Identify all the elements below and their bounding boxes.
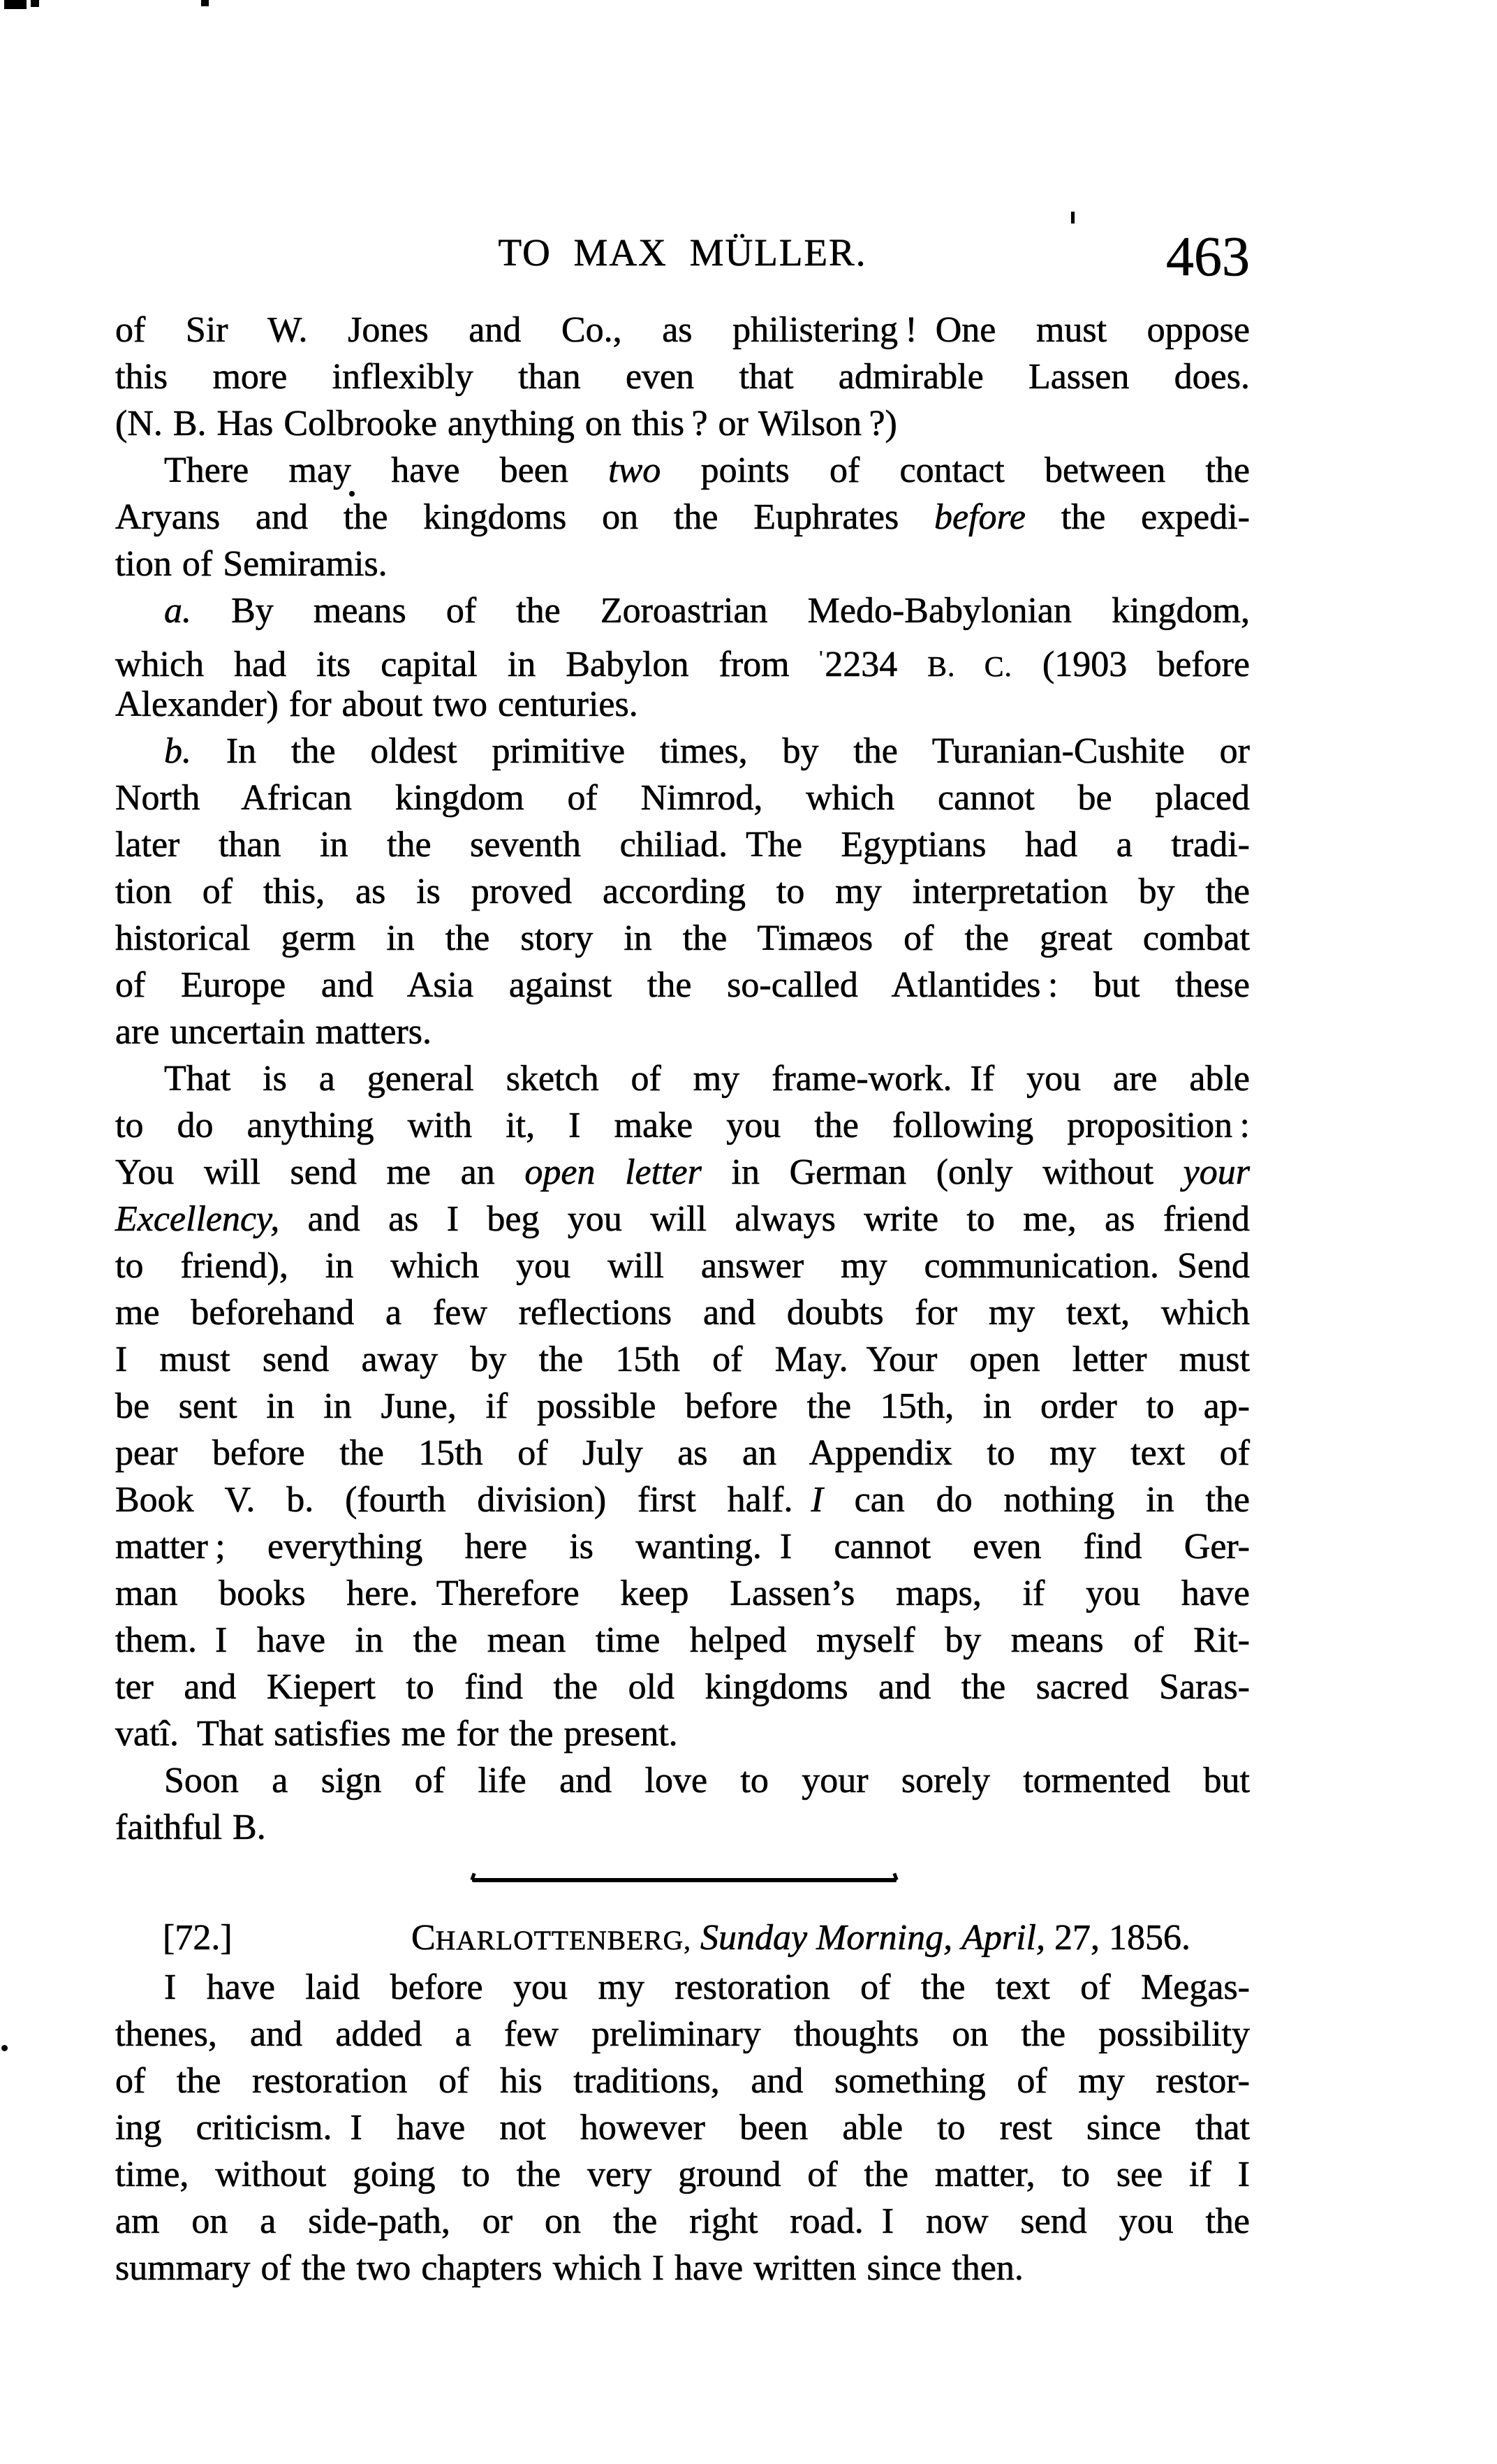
text-segment: them. I have in the mean time helped myself by means of Rit- — [115, 1620, 1250, 1660]
letter-72-body — [115, 1964, 1250, 2291]
text-segment: By means of the Zoroastrian Medo-Babylonian kingdom, — [191, 591, 1250, 631]
text-line — [115, 915, 1250, 962]
text-segment: time, without going to the very ground of the matter, to see if I — [115, 2155, 1250, 2194]
text-segment: I have laid before you my restoration of the text of Megas- — [164, 1967, 1250, 2007]
text-segment: am on a side-path, or on the right road. I now send you the — [115, 2201, 1250, 2241]
text-line — [115, 1523, 1250, 1570]
text-line — [115, 1009, 1250, 1055]
text-segment: (N. B. Has Colbrooke anything on this ? or Wilson ?) — [115, 404, 897, 443]
scan-artifact — [201, 0, 209, 6]
text-segment: (1903 before — [1012, 645, 1250, 685]
text-line — [115, 2104, 1250, 2151]
text-segment: this more inflexibly than even that admirable Lassen does. — [115, 357, 1250, 397]
text-segment: ing criticism. I have not however been able to rest since that — [115, 2108, 1250, 2148]
text-segment: man books here. Therefore keep Lassen’s maps, if you have — [115, 1574, 1250, 1613]
text-segment: to do anything with it, I make you the following proposition : — [115, 1106, 1250, 1145]
text-segment: to friend), in which you will answer my communication. Send — [115, 1246, 1250, 1286]
text-segment: In the oldest primitive times, by the Turanian-Cushite or — [191, 731, 1250, 771]
letter-place-date — [411, 1914, 1190, 1964]
text-segment: and as I beg you will always write to me, as friend — [279, 1199, 1250, 1239]
text-line — [115, 1149, 1250, 1196]
text-line — [115, 1336, 1250, 1383]
text-segment: Aryans and the kingdoms on the Euphrates — [115, 497, 935, 537]
text-segment: which had its capital in Babylon from — [115, 645, 820, 685]
italic-text: Excellency, — [115, 1199, 280, 1239]
text-line — [115, 1964, 1250, 2011]
scan-artifact — [349, 491, 355, 497]
text-line — [115, 775, 1250, 821]
text-line — [115, 400, 1250, 447]
text-line — [115, 2198, 1250, 2245]
text-line — [115, 1476, 1250, 1523]
italic-text: before — [934, 497, 1026, 537]
scan-artifact — [31, 0, 39, 7]
text-segment: are uncertain matters. — [115, 1012, 432, 1052]
letter-body-continued — [115, 307, 1250, 1851]
text-segment: pear before the 15th of July as an Appendix to my text of — [115, 1433, 1250, 1473]
text-line — [115, 1570, 1250, 1617]
italic-text: April, — [961, 1918, 1046, 1958]
text-segment: in German (only without — [701, 1152, 1183, 1192]
text-line — [115, 1383, 1250, 1430]
text-segment: vatî. That satisfies me for the present. — [115, 1714, 678, 1754]
italic-text: Sunday Morning, — [700, 1918, 953, 1958]
text-line — [115, 587, 1250, 634]
text-segment — [952, 1918, 961, 1958]
text-segment: me beforehand a few reflections and doubts for my text, which — [115, 1293, 1250, 1333]
italic-text: two — [608, 450, 661, 490]
text-line — [115, 307, 1250, 353]
letter-number: [72.] — [163, 1918, 233, 1958]
page-number: 463 — [1166, 226, 1250, 288]
italic-text: I — [811, 1480, 823, 1520]
text-segment: historical germ in the story in the Timæos of the great combat — [115, 918, 1250, 958]
text-line — [115, 1289, 1250, 1336]
text-segment: That is a general sketch of my frame-work. If you are able — [164, 1059, 1250, 1099]
divider-rule — [472, 1878, 897, 1882]
text-line — [115, 821, 1250, 868]
text-segment: Book V. b. (fourth division) first half. — [115, 1480, 811, 1520]
text-line — [115, 447, 1250, 494]
text-line — [115, 681, 1250, 728]
text-segment: summary of the two chapters which I have written since then. — [115, 2248, 1024, 2288]
text-segment: can do nothing in the — [823, 1480, 1250, 1520]
text-line — [115, 1430, 1250, 1476]
small-caps-text: CHARLOTTENBERG, — [411, 1918, 692, 1958]
text-line — [115, 1664, 1250, 1710]
text-segment: thenes, and added a few preliminary thoughts on the possibility — [115, 2014, 1250, 2054]
text-line — [115, 1710, 1250, 1757]
text-segment: North African kingdom of Nimrod, which cannot be placed — [115, 778, 1250, 818]
text-line — [115, 494, 1250, 541]
italic-text: a. — [164, 591, 191, 631]
text-line — [115, 2245, 1250, 2291]
scan-artifact — [1, 2045, 8, 2051]
text-segment: be sent in in June, if possible before the 15th, in order to ap- — [115, 1386, 1250, 1426]
text-line — [115, 1617, 1250, 1664]
text-segment: the expedi- — [1025, 497, 1250, 537]
text-line — [115, 1055, 1250, 1102]
text-line — [115, 541, 1250, 587]
text-segment — [691, 1918, 700, 1958]
text-segment: I must send away by the 15th of May. Your open letter must — [115, 1340, 1250, 1379]
text-segment: Alexander) for about two centuries. — [115, 684, 638, 724]
text-segment: You will send me an — [115, 1152, 525, 1192]
text-line — [115, 868, 1250, 915]
text-segment: of the restoration of his traditions, and something of my restor- — [115, 2061, 1250, 2101]
text-segment: points of contact between the — [661, 450, 1250, 490]
text-segment: ter and Kiepert to find the old kingdoms and the sacred Saras- — [115, 1667, 1250, 1707]
text-segment: There may have been — [164, 450, 609, 490]
scan-artifact — [1071, 212, 1075, 223]
running-head: TO MAX MÜLLER. — [498, 231, 867, 274]
text-segment: 2234 — [825, 645, 928, 685]
italic-text: open letter — [524, 1152, 702, 1192]
text-line — [115, 1102, 1250, 1149]
text-segment: of Europe and Asia against the so-called Atlantides : but these — [115, 965, 1250, 1005]
text-line — [115, 2011, 1250, 2058]
text-line — [115, 728, 1250, 775]
italic-text: your — [1183, 1152, 1250, 1192]
scan-artifact — [4, 0, 27, 9]
text-line — [115, 1804, 1250, 1851]
text-line — [115, 353, 1250, 400]
text-line — [115, 1242, 1250, 1289]
text-segment: matter ; everything here is wanting. I cannot even find Ger- — [115, 1527, 1250, 1567]
text-line — [115, 2058, 1250, 2104]
text-segment: tion of Semiramis. — [115, 544, 388, 584]
text-line — [115, 1196, 1250, 1242]
text-segment: tion of this, as is proved according to my interpretation by the — [115, 872, 1250, 911]
text-segment: 27, 1856. — [1045, 1918, 1191, 1958]
text-segment: Soon a sign of life and love to your sorely tormented but — [164, 1761, 1250, 1801]
letter-72-heading — [115, 1914, 1250, 1961]
text-segment: later than in the seventh chiliad. The Egyptians had a tradi- — [115, 825, 1250, 865]
text-segment: faithful B. — [115, 1807, 266, 1847]
footnote-tick: ' — [819, 647, 823, 668]
text-line — [115, 962, 1250, 1009]
text-line — [115, 2151, 1250, 2198]
text-segment: B. C. — [927, 650, 1012, 683]
text-line — [115, 634, 1250, 685]
text-segment: of Sir W. Jones and Co., as philistering ! One must oppose — [115, 310, 1250, 350]
italic-text: b. — [164, 731, 191, 771]
text-line — [115, 1757, 1250, 1804]
